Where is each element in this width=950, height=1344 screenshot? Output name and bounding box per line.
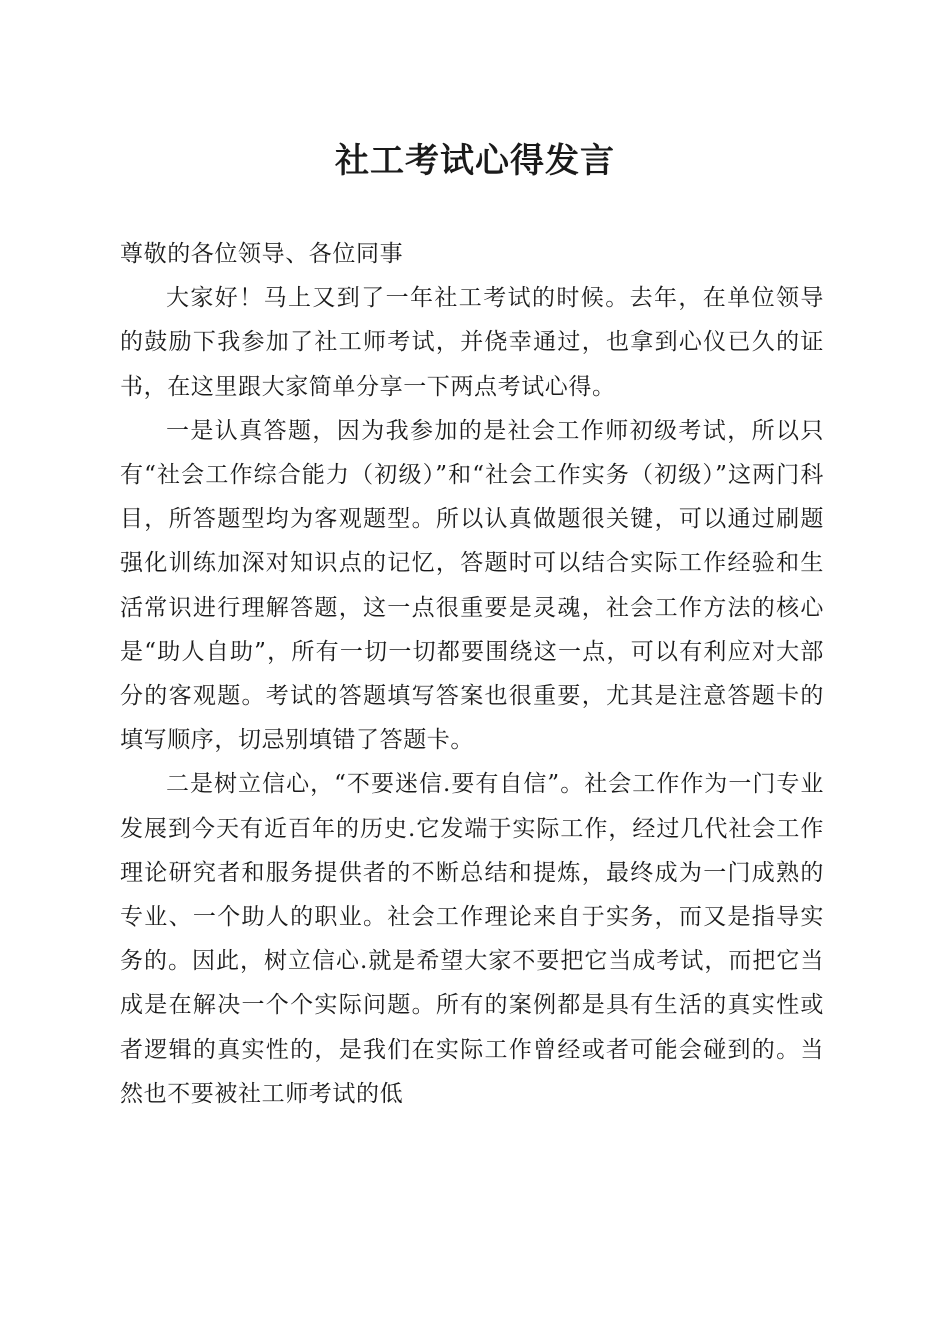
document-title: 社工考试心得发言 <box>335 141 615 181</box>
paragraph-greeting: 大家好！马上又到了一年社工考试的时候。去年，在单位领导的鼓励下我参加了社工师考试，并侥幸通过，也拿到心仪已久的证书，在这里跟大家简单分享一下两点考试心得。 <box>120 285 824 400</box>
paragraph-point-two: 二是树立信心，“不要迷信.要有自信”。社会工作作为一门专业发展到今天有近百年的历史.它发端于实际工作，经过几代社会工作理论研究者和服务提供者的不断总结和提炼，最终成为一门成熟的专业、一个助人的职业。社会工作理论来自于实务，而又是指导实务的。因此，树立信心.就是希望大家不要把它当成考试，而把它当成是在解决一个个实际问题。所有的案例都是具有生活的真实性或者逻辑的真实性的，是我们在实际工作曾经或者可能会碰到的。当然也不要被社工师考试的低 <box>120 771 824 1107</box>
paragraph-point-one: 一是认真答题，因为我参加的是社会工作师初级考试，所以只有“社会工作综合能力（初级）”和“社会工作实务（初级）”这两门科目，所答题型均为客观题型。所以认真做题很关键，可以通过刷题强化训练加深对知识点的记忆，答题时可以结合实际工作经验和生活常识进行理解答题，这一点很重要是灵魂，社会工作方法的核心是“助人自助”，所有一切一切都要围绕这一点，可以有利应对大部分的客观题。考试的答题填写答案也很重要，尤其是注意答题卡的填写顺序，切忌别填错了答题卡。 <box>120 417 824 754</box>
salutation: 尊敬的各位领导、各位同事 <box>120 241 404 267</box>
document-body <box>120 232 824 1116</box>
